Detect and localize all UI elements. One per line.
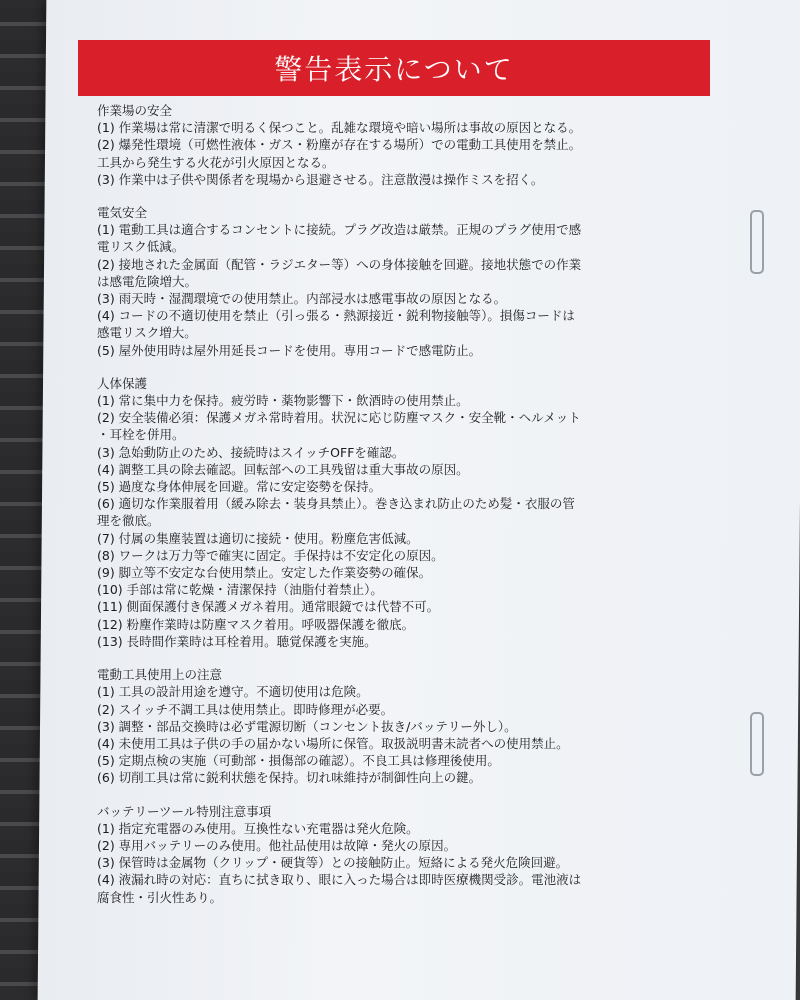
text-line: (1) 指定充電器のみ使用。互換性ない充電器は発火危険。 bbox=[97, 820, 419, 836]
text-line: (10) 手部は常に乾燥・清潔保持（油脂付着禁止）。 bbox=[97, 582, 383, 598]
text-line: (3) 保管時は金属物（クリップ・硬貨等）との接触防止。短絡による発火危険回避。 bbox=[97, 855, 569, 871]
section-title: バッテリーツール特別注意事項 bbox=[97, 803, 272, 819]
text-line: (5) 定期点検の実施（可動部・損傷部の確認）。不良工具は修理後使用。 bbox=[97, 753, 500, 769]
text-line: (2) スイッチ不調工具は使用禁止。即時修理が必要。 bbox=[97, 701, 394, 717]
text-line: (1) 常に集中力を保持。疲労時・薬物影響下・飲酒時の使用禁止。 bbox=[97, 393, 469, 409]
section-personal-protection bbox=[97, 375, 747, 650]
warning-content bbox=[97, 102, 747, 906]
header-banner bbox=[78, 40, 710, 96]
text-line: (11) 側面保護付き保護メガネ着用。通常眼鏡では代替不可。 bbox=[97, 599, 440, 615]
text-line: (13) 長時間作業時は耳栓着用。聴覚保護を実施。 bbox=[97, 633, 377, 649]
section-title: 電気安全 bbox=[97, 205, 148, 221]
page-title: 警告表示について bbox=[274, 53, 514, 86]
page-clip-bottom bbox=[750, 712, 764, 776]
text-line: ・耳栓を併用。 bbox=[97, 427, 185, 443]
text-line: (4) 液漏れ時の対応：直ちに拭き取り、眼に入った場合は即時医療機関受診。電池液は bbox=[97, 872, 582, 888]
text-line: (3) 雨天時・湿潤環境での使用禁止。内部浸水は感電事故の原因となる。 bbox=[97, 291, 507, 307]
text-line: (3) 作業中は子供や関係者を現場から退避させる。注意散漫は操作ミスを招く。 bbox=[97, 171, 544, 187]
text-line: (1) 電動工具は適合するコンセントに接続。プラグ改造は厳禁。正規のプラグ使用で感 bbox=[97, 222, 582, 238]
section-battery-tools bbox=[97, 803, 747, 906]
text-line: 工具から発生する火花が引火原因となる。 bbox=[97, 154, 335, 170]
text-line: (4) 未使用工具は子供の手の届かない場所に保管。取扱説明書未読者への使用禁止。 bbox=[97, 735, 569, 751]
section-title: 電動工具使用上の注意 bbox=[97, 667, 223, 683]
text-line: 理を徹底。 bbox=[97, 513, 160, 529]
text-line: (1) 工具の設計用途を遵守。不適切使用は危険。 bbox=[97, 684, 369, 700]
text-line: (2) 爆発性環境（可燃性液体・ガス・粉塵が存在する場所）での電動工具使用を禁止。 bbox=[97, 137, 582, 153]
text-line: (2) 専用バッテリーのみ使用。他社品使用は故障・発火の原因。 bbox=[97, 837, 457, 853]
section-electrical-safety bbox=[97, 204, 747, 359]
text-line: (5) 過度な身体伸展を回避。常に安定姿勢を保持。 bbox=[97, 479, 382, 495]
text-line: は感電危険増大。 bbox=[97, 273, 198, 289]
text-line: 感電リスク増大。 bbox=[97, 325, 197, 341]
text-line: (2) 接地された金属面（配管・ラジエター等）への身体接触を回避。接地状態での作業 bbox=[97, 256, 582, 272]
text-line: 電リスク低減。 bbox=[97, 239, 185, 255]
text-line: (3) 調整・部品交換時は必ず電源切断（コンセント抜き/バッテリー外し）。 bbox=[97, 718, 517, 734]
section-power-tool-usage bbox=[97, 666, 747, 786]
section-title: 人体保護 bbox=[97, 375, 148, 391]
section-workplace-safety bbox=[97, 102, 747, 188]
text-line: (12) 粉塵作業時は防塵マスク着用。呼吸器保護を徹底。 bbox=[97, 616, 415, 632]
text-line: (8) ワークは万力等で確実に固定。手保持は不安定化の原因。 bbox=[97, 547, 444, 563]
text-line: (9) 脚立等不安定な台使用禁止。安定した作業姿勢の確保。 bbox=[97, 565, 432, 581]
page-clip-top bbox=[750, 210, 764, 274]
text-line: (5) 屋外使用時は屋外用延長コードを使用。専用コードで感電防止。 bbox=[97, 342, 482, 358]
text-line: (1) 作業場は常に清潔で明るく保つこと。乱雑な環境や暗い場所は事故の原因となる。 bbox=[97, 120, 582, 136]
text-line: (2) 安全装備必須：保護メガネ常時着用。状況に応じ防塵マスク・安全靴・ヘルメット bbox=[97, 410, 581, 426]
text-line: (6) 適切な作業服着用（緩み除去・装身具禁止）。巻き込まれ防止のため髪・衣服の管 bbox=[97, 496, 575, 512]
text-line: (6) 切削工具は常に鋭利状態を保持。切れ味維持が制御性向上の鍵。 bbox=[97, 770, 482, 786]
text-line: (4) コードの不適切使用を禁止（引っ張る・熱源接近・鋭利物接触等）。損傷コードは bbox=[97, 308, 575, 324]
text-line: (4) 調整工具の除去確認。回転部への工具残留は重大事故の原因。 bbox=[97, 461, 469, 477]
text-line: (3) 急始動防止のため、接続時はスイッチOFFを確認。 bbox=[97, 444, 405, 460]
text-line: (7) 付属の集塵装置は適切に接続・使用。粉塵危害低減。 bbox=[97, 530, 419, 546]
section-title: 作業場の安全 bbox=[97, 103, 173, 118]
text-line: 腐食性・引火性あり。 bbox=[97, 889, 223, 905]
